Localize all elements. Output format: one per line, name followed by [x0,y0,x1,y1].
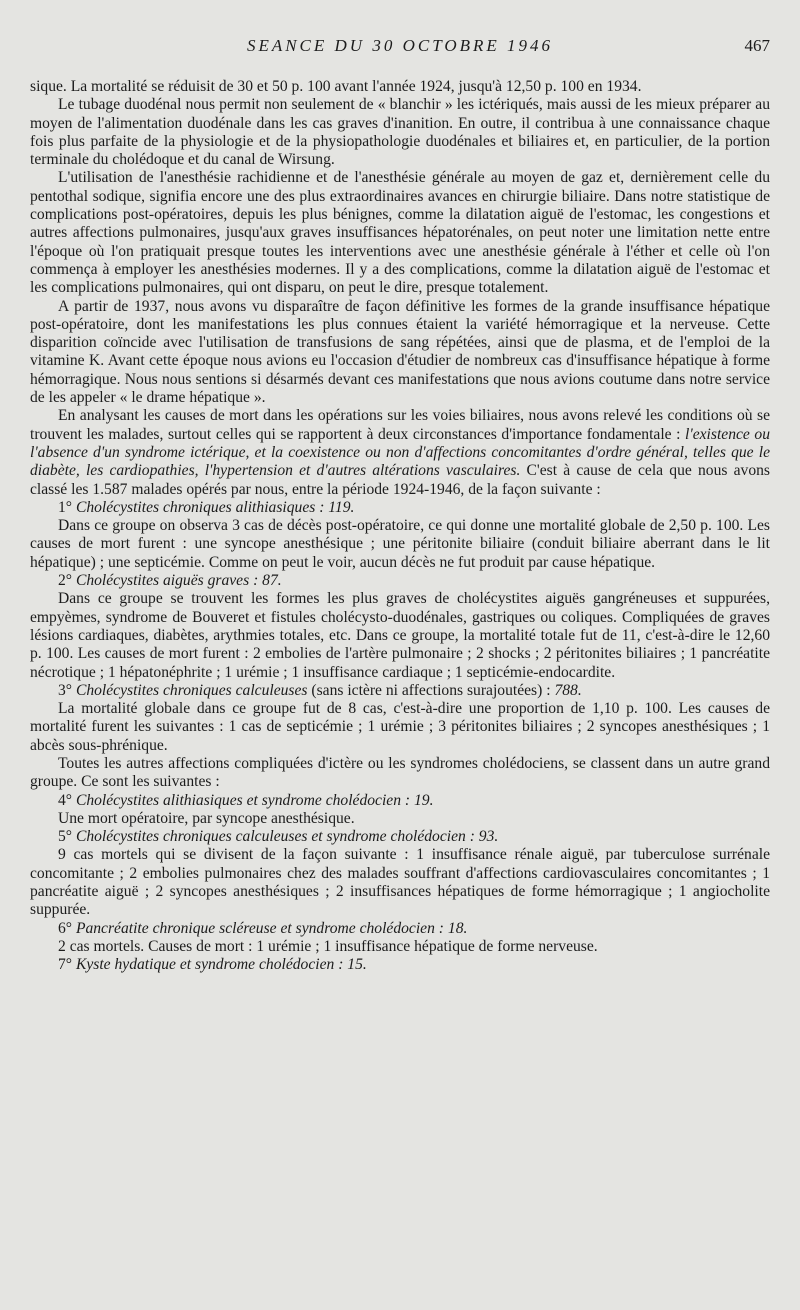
paragraph [30,755,770,792]
text-run: L'utilisation de l'anesthésie rachidienne et de l'anesthésie générale au moyen de gaz et, dernièrement celle du pentothal sodique, signifia encore une des plus extraordinaires avances en chirurgie biliaire. Dans notre statistique de complications post-opératoires, depuis les plus bénignes, comme la dilatation aiguë de l'estomac, les congestions et autres affections pulmonaires, jusqu'aux graves insuffisances hépatorénales, on peut noter une limitation nette entre l'époque où l'on pratiquait presque toutes les interventions avec une anesthésie générale à l'éther et celle où l'on commença à employer les anesthésies modernes. Il y a des complications, comme la dilatation aiguë de l'estomac et les complications pulmonaires, qui ont disparu, on peut le dire, presque totalement. [30,169,770,297]
text-run: 9 cas mortels qui se divisent de la façon suivante : 1 insuffisance rénale aiguë, par tuberculose surrénale concomitante ; 2 embolies pulmonaires chez des malades souffrant d'affections cardiovasculaires concomitantes ; 1 pancréatite aiguë ; 2 syncopes anesthésiques ; 2 insuffisances hépatiques de forme hémorragique ; 1 angiocholite suppurée. [30,846,770,919]
text-run: A partir de 1937, nous avons vu disparaître de façon définitive les formes de la grande insuffisance hépatique post-opératoire, dont les manifestations les plus connues étaient la variété hémorragique et la nerveuse. Cette disparition coïncide avec l'utilisation de transfusions de sang répétées, ainsi que de plasma, et de l'emploi de la vitamine K. Avant cette époque nous avions eu l'occasion d'étudier de nombreux cas d'insuffisance hépatique à forme hémorragique. Nous nous sentions si désarmés devant ces manifestations que nous avions coutume dans notre service de les appeler « le drame hépatique ». [30,297,770,407]
italic-text-run: Cholécystites alithiasiques et syndrome cholédocien : 19. [75,791,434,809]
text-run: Une mort opératoire, par syncope anesthésique. [58,809,355,827]
paragraph [30,407,770,498]
text-run: 2 cas mortels. Causes de mort : 1 urémie ; 1 insuffisance hépatique de forme nerveuse. [58,937,598,955]
article-body [30,78,770,975]
paragraph [30,700,770,755]
paragraph [30,517,770,572]
paragraph [30,590,770,681]
paragraph [30,298,770,408]
text-run: En analysant les causes de mort dans les opérations sur les voies biliaires, nous avons relevé les conditions où se trouvent les malades, surtout celles qui se rapportent à deux circonstances d'importance fondamentale : [30,407,770,443]
text-run: Toutes les autres affections compliquées d'ictère ou les syndromes cholédociens, se classent dans un autre grand groupe. Ce sont les suivantes : [30,754,770,791]
text-run: Dans ce groupe se trouvent les formes les plus graves de cholécystites aiguës gangréneuses et suppurées, empyèmes, syndrome de Bouveret et fistules cholécysto-duodénales, gastriques ou coliques. Compliquées de graves lésions cardiaques, diabètes, arythmies totales, etc. Dans ce groupe, la mortalité totale fut de 11, c'est-à-dire le 12,60 p. 100. Les causes de mort furent : 2 embolies de l'artère pulmonaire ; 2 shocks ; 2 péritonites biliaires ; 1 pancréatite nécrotique ; 1 hépatonéphrite ; 1 urémie ; 1 insuffisance cardiaque ; 1 septicémie-endocardite. [30,590,770,681]
paragraph [30,78,770,96]
text-run: (sans ictère ni affections surajoutées) : [307,681,555,699]
paragraph [30,956,770,974]
running-header [30,36,770,66]
text-run: 7° [58,956,76,974]
text-run: 2° [58,572,76,590]
text-run: 5° [58,828,76,846]
paragraph [30,96,770,169]
paragraph [30,572,770,590]
text-run: 6° [58,919,76,937]
italic-text-run: Cholécystites chroniques calculeuses [75,681,308,699]
paragraph [30,846,770,919]
italic-text-run: Cholécystites aiguës graves : 87. [75,572,282,590]
text-run: C'est à cause de cela que nous avons classé les 1.587 malades opérés par nous, entre la période 1924-1946, de la façon suivante : [30,462,770,498]
running-title: SEANCE DU 30 OCTOBRE 1946 [246,36,554,55]
paragraph [30,682,770,700]
italic-text-run: Kyste hydatique et syndrome cholédocien : 15. [75,956,367,974]
paragraph [30,938,770,956]
text-run: 4° [58,791,76,809]
italic-text-run: Cholécystites chroniques calculeuses et syndrome cholédocien : 93. [75,828,499,846]
italic-text-run: Pancréatite chronique scléreuse et syndrome cholédocien : 18. [75,919,468,937]
text-run: 1° [58,498,76,516]
text-run: Le tubage duodénal nous permit non seulement de « blanchir » les ictériqués, mais aussi de les mieux préparer au moyen de l'alimentation duodénale dans les cas graves d'inanition. En outre, il contribua à une connaissance chaque fois plus parfaite de la physiologie et de la physiopathologie duodénales et biliaires et, en particulier, de la portion terminale du cholédoque et du canal de Wirsung. [30,96,770,169]
italic-text-run: 788. [554,681,582,699]
text-run: La mortalité globale dans ce groupe fut de 8 cas, c'est-à-dire une proportion de 1,10 p. 100. Les causes de mortalité furent les suivantes : 1 cas de septicémie ; 1 urémie ; 3 péritonites biliaires ; 2 syncopes anesthésiques ; 1 abcès sous-phrénique. [30,700,770,754]
page-number: 467 [744,36,770,55]
paragraph [30,920,770,938]
text-run: 3° [58,681,76,699]
italic-text-run: Cholécystites chroniques alithiasiques : 119. [75,498,355,516]
text-run: Dans ce groupe on observa 3 cas de décès post-opératoire, ce qui donne une mortalité globale de 2,50 p. 100. Les causes de mort furent : une syncope anesthésique ; une péritonite biliaire (conduit biliaire aberrant dans le lit hépatique) ; une septicémie. Comme on peut le voir, aucun décès ne fut produit par cause hépatique. [30,517,770,571]
paragraph [30,810,770,828]
paragraph [30,499,770,517]
paragraph [30,792,770,810]
paragraph [30,169,770,297]
italic-text-run: l'existence ou l'absence d'un syndrome ictérique, et la coexistence ou non d'affections concomitantes d'ordre général, telles que le diabète, les cardiopathies, l'hypertension et d'autres altérations vasculaires. [30,425,771,480]
text-run: sique. La mortalité se réduisit de 30 et 50 p. 100 avant l'année 1924, jusqu'à 12,50 p. 100 en 1934. [30,78,642,95]
paragraph [30,828,770,846]
